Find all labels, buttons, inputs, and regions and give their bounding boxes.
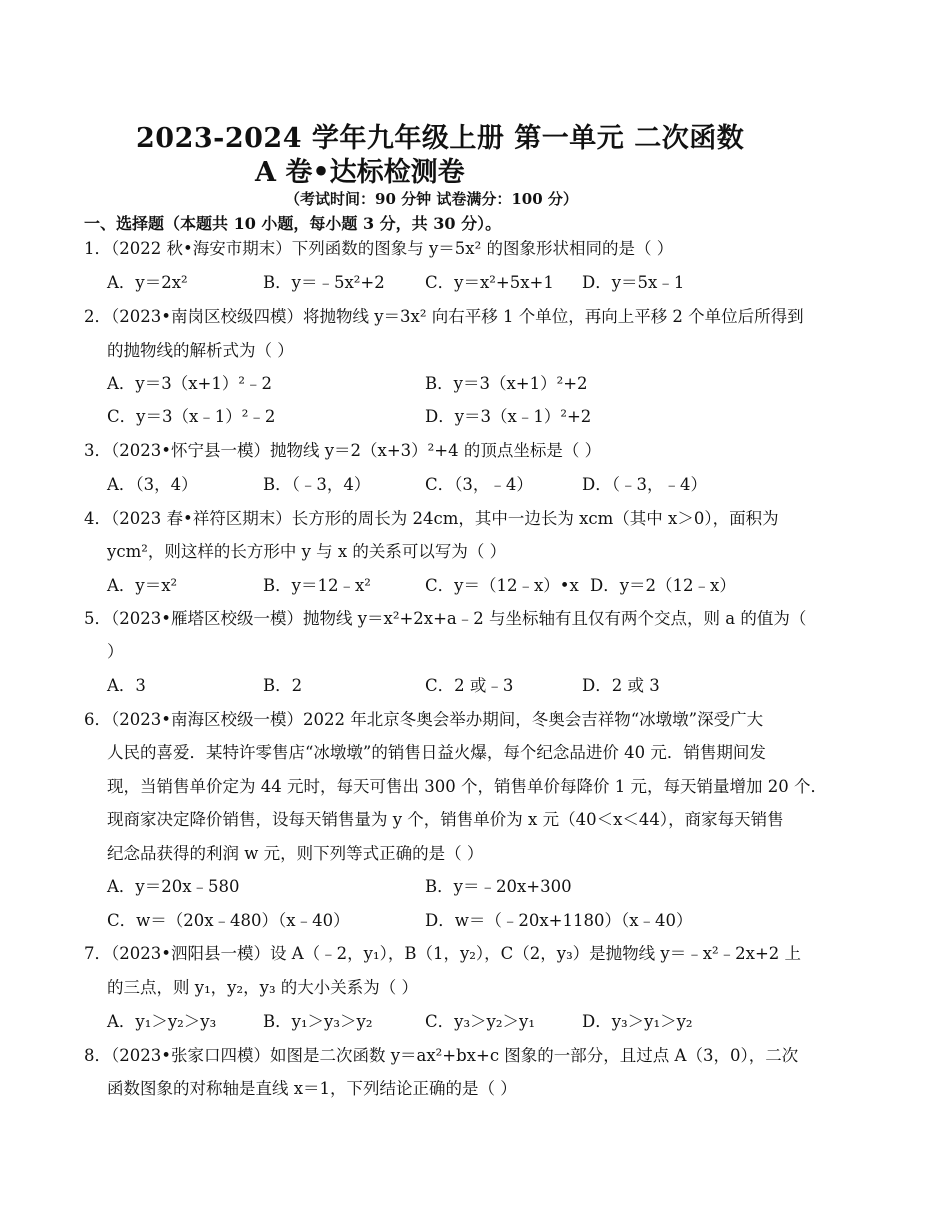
question-7-stem-cont: 的三点，则 y₁，y₂，y₃ 的大小关系为（ ）: [107, 978, 419, 997]
question-6-stem: 6．（2023•南海区校级一模）2022 年北京冬奥会举办期间，冬奥会吉祥物“冰墩墩”深受广大: [84, 710, 764, 729]
question-4-option-a: A．y＝x²: [107, 576, 178, 595]
question-1-option-b: B．y＝﹣5x²+2: [263, 273, 385, 292]
question-2-stem-cont: 的抛物线的解析式为（ ）: [107, 341, 294, 360]
question-1-option-c: C．y＝x²+5x+1: [425, 273, 554, 292]
question-1-option-d: D．y＝5x﹣1: [582, 273, 685, 292]
exam-info: （考试时间：90 分钟 试卷满分：100 分）: [285, 190, 578, 208]
question-2-option-a: A．y＝3（x+1）²﹣2: [107, 374, 272, 393]
question-5-option-a: A．3: [107, 676, 146, 695]
question-6-stem-cont-1: 人民的喜爱．某特许零售店“冰墩墩”的销售日益火爆，每个纪念品进价 40 元．销售期间发: [107, 743, 766, 762]
question-4-option-d: D．y＝2（12﹣x）: [590, 576, 736, 595]
question-6-stem-cont-3: 现商家决定降价销售，设每天销售量为 y 个，销售单价为 x 元（40＜x＜44），商家每天销售: [107, 810, 784, 829]
question-7-option-b: B．y₁＞y₃＞y₂: [263, 1012, 373, 1031]
question-5-option-d: D．2 或 3: [582, 676, 660, 695]
exam-subtitle: A 卷•达标检测卷: [255, 157, 465, 188]
question-7-option-d: D．y₃＞y₁＞y₂: [582, 1012, 693, 1031]
question-1-option-a: A．y＝2x²: [107, 273, 188, 292]
question-8-stem-cont: 函数图象的对称轴是直线 x＝1，下列结论正确的是（ ）: [107, 1079, 517, 1098]
question-1-stem: 1．（2022 秋•海安市期末）下列函数的图象与 y＝5x² 的图象形状相同的是（ ）: [84, 239, 674, 258]
question-3-option-c: C．（3，﹣4）: [425, 475, 533, 494]
question-4-option-c: C．y＝（12﹣x）•x: [425, 576, 579, 595]
exam-title: 2023-2024 学年九年级上册 第一单元 二次函数: [136, 123, 745, 154]
question-2-option-c: C．y＝3（x﹣1）²﹣2: [107, 407, 276, 426]
section-heading: 一、选择题（本题共 10 小题，每小题 3 分，共 30 分）。: [84, 214, 502, 233]
question-6-stem-cont-2: 现，当销售单价定为 44 元时，每天可售出 300 个，销售单价每降价 1 元，每天销量增加 20 个．: [107, 777, 827, 796]
question-2-option-d: D．y＝3（x﹣1）²+2: [425, 407, 592, 426]
question-2-option-b: B．y＝3（x+1）²+2: [425, 374, 588, 393]
question-3-stem: 3．（2023•怀宁县一模）抛物线 y＝2（x+3）²+4 的顶点坐标是（ ）: [84, 441, 602, 460]
question-6-stem-cont-4: 纪念品获得的利润 w 元，则下列等式正确的是（ ）: [107, 844, 484, 863]
question-5-stem-cont: ）: [107, 642, 124, 661]
question-7-option-c: C．y₃＞y₂＞y₁: [425, 1012, 535, 1031]
question-6-option-c: C．w＝（20x﹣480）（x﹣40）: [107, 911, 350, 930]
question-6-option-a: A．y＝20x﹣580: [107, 877, 240, 896]
question-3-option-a: A．（3，4）: [107, 475, 198, 494]
question-5-option-c: C．2 或﹣3: [425, 676, 514, 695]
question-6-option-b: B．y＝﹣20x+300: [425, 877, 572, 896]
question-7-option-a: A．y₁＞y₂＞y₃: [107, 1012, 217, 1031]
question-4-stem: 4．（2023 春•祥符区期末）长方形的周长为 24cm，其中一边长为 xcm（其中 x＞0），面积为: [84, 509, 779, 528]
question-4-option-b: B．y＝12﹣x²: [263, 576, 371, 595]
question-3-option-b: B．（﹣3，4）: [263, 475, 371, 494]
question-7-stem: 7．（2023•泗阳县一模）设 A（﹣2，y₁），B（1，y₂），C（2，y₃）是抛物线 y＝﹣x²﹣2x+2 上: [84, 944, 802, 963]
question-5-stem: 5．（2023•雁塔区校级一模）抛物线 y＝x²+2x+a﹣2 与坐标轴有且仅有两个交点，则 a 的值为（: [84, 609, 807, 628]
question-6-option-d: D．w＝（﹣20x+1180）（x﹣40）: [425, 911, 693, 930]
question-5-option-b: B．2: [263, 676, 303, 695]
question-3-option-d: D．（﹣3，﹣4）: [582, 475, 707, 494]
question-4-stem-cont: ycm²，则这样的长方形中 y 与 x 的关系可以写为（ ）: [107, 542, 507, 561]
question-8-stem: 8．（2023•张家口四模）如图是二次函数 y＝ax²+bx+c 图象的一部分，且过点 A（3，0），二次: [84, 1046, 799, 1065]
question-2-stem: 2．（2023•南岗区校级四模）将抛物线 y＝3x² 向右平移 1 个单位，再向上平移 2 个单位后所得到: [84, 307, 804, 326]
